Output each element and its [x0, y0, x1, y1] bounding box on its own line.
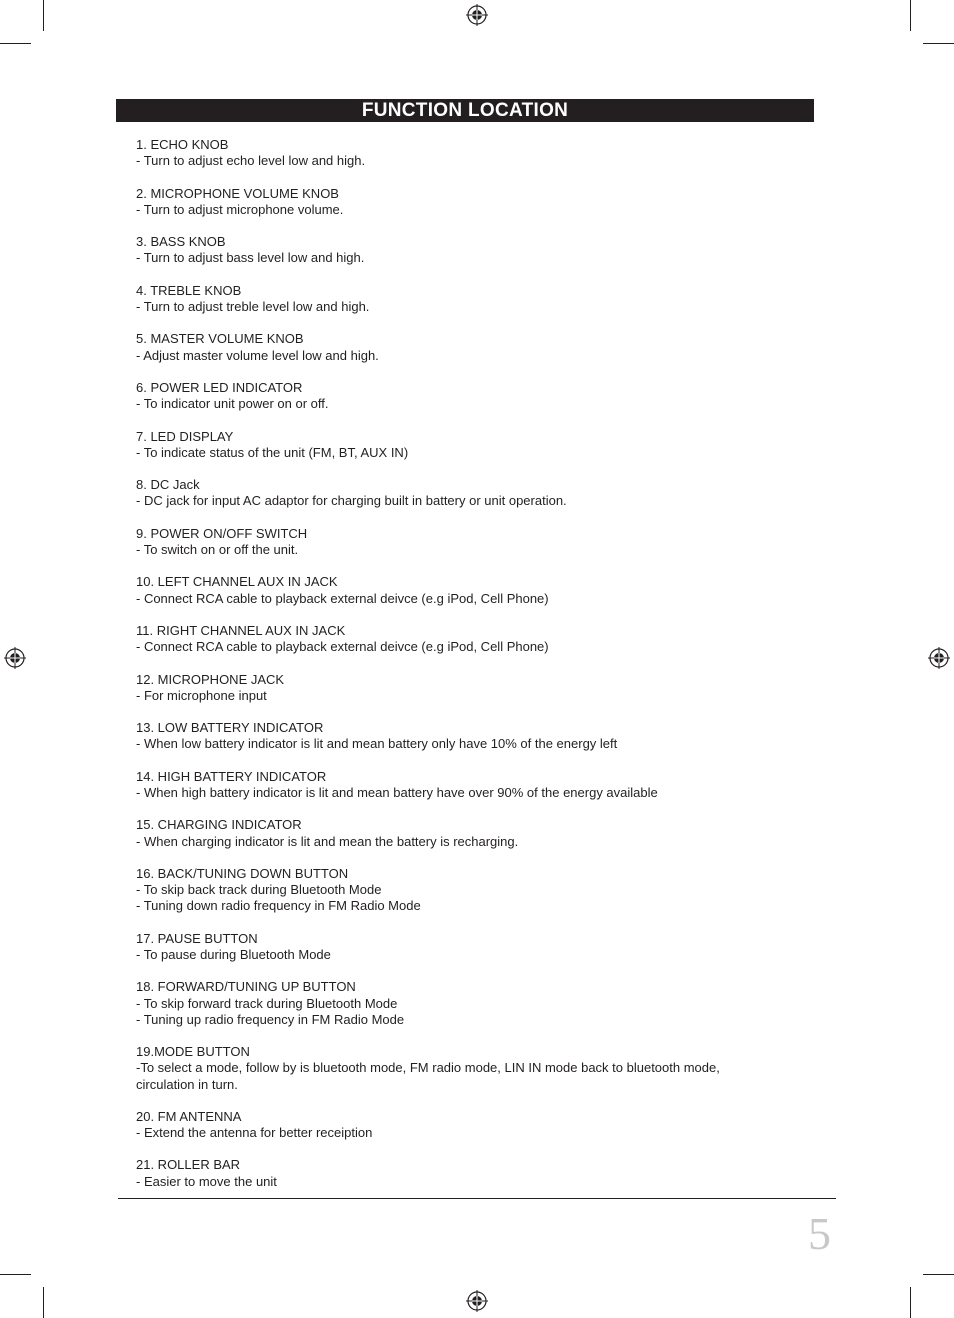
item-heading: 4. TREBLE KNOB: [136, 282, 242, 298]
item-description: - When high battery indicator is lit and mean battery have over 90% of the energy available: [136, 784, 658, 800]
item-heading: 16. BACK/TUNING DOWN BUTTON: [136, 865, 349, 881]
item-heading: 21. ROLLER BAR: [136, 1157, 241, 1173]
item-heading: 11. RIGHT CHANNEL AUX IN JACK: [136, 622, 346, 638]
item-description: - Turn to adjust echo level low and high.: [136, 153, 366, 169]
item-heading: 6. POWER LED INDICATOR: [136, 379, 303, 395]
item-description: - When low battery indicator is lit and mean battery only have 10% of the energy left: [136, 736, 618, 752]
list-item: [136, 429, 776, 461]
list-item: [136, 526, 776, 558]
crop-mark: [923, 1274, 954, 1275]
item-heading: 8. DC Jack: [136, 477, 200, 493]
list-item: [136, 623, 776, 655]
item-description: - When charging indicator is lit and mean the battery is recharging.: [136, 833, 519, 849]
list-item: [136, 331, 776, 363]
registration-mark-icon: [466, 1290, 488, 1312]
function-list: [136, 137, 776, 1206]
list-item: [136, 720, 776, 752]
item-description: - Turn to adjust treble level low and high.: [136, 298, 370, 314]
item-heading: 13. LOW BATTERY INDICATOR: [136, 720, 324, 736]
item-description: - To indicate status of the unit (FM, BT, AUX IN): [136, 444, 409, 460]
item-description: - Extend the antenna for better receiption: [136, 1125, 373, 1141]
crop-mark: [0, 43, 31, 44]
list-item: [136, 477, 776, 509]
list-item: [136, 817, 776, 849]
item-description: - Turn to adjust microphone volume.: [136, 201, 344, 217]
list-item: [136, 1157, 776, 1189]
item-description: -To select a mode, follow by is bluetooth mode, FM radio mode, LIN IN mode back to bluetooth mode,: [136, 1060, 720, 1076]
list-item: [136, 769, 776, 801]
list-item: [136, 574, 776, 606]
list-item: [136, 380, 776, 412]
item-heading: 9. POWER ON/OFF SWITCH: [136, 525, 308, 541]
item-heading: 19.MODE BUTTON: [136, 1044, 250, 1060]
crop-mark: [923, 43, 954, 44]
crop-mark: [910, 1287, 911, 1318]
item-heading: 17. PAUSE BUTTON: [136, 930, 258, 946]
item-description: - To pause during Bluetooth Mode: [136, 946, 331, 962]
crop-mark: [0, 1274, 31, 1275]
page-title: FUNCTION LOCATION: [116, 99, 814, 122]
list-item: [136, 137, 776, 169]
item-heading: 12. MICROPHONE JACK: [136, 671, 285, 687]
item-heading: 2. MICROPHONE VOLUME KNOB: [136, 185, 339, 201]
item-description: circulation in turn.: [136, 1076, 238, 1092]
item-description: - Tuning down radio frequency in FM Radio Mode: [136, 898, 421, 914]
item-description: - For microphone input: [136, 687, 267, 703]
list-item: [136, 234, 776, 266]
list-item: [136, 1109, 776, 1141]
item-description: - Tuning up radio frequency in FM Radio Mode: [136, 1011, 405, 1027]
crop-mark: [43, 0, 44, 31]
registration-mark-icon: [466, 4, 488, 26]
crop-mark: [43, 1287, 44, 1318]
registration-mark-icon: [4, 647, 26, 669]
item-description: - To switch on or off the unit.: [136, 541, 299, 557]
footer-divider: [118, 1198, 836, 1199]
registration-mark-icon: [928, 647, 950, 669]
crop-mark: [910, 0, 911, 31]
item-description: - Easier to move the unit: [136, 1173, 277, 1189]
item-heading: 10. LEFT CHANNEL AUX IN JACK: [136, 574, 338, 590]
list-item: [136, 283, 776, 315]
list-item: [136, 672, 776, 704]
list-item: [136, 1044, 776, 1093]
item-heading: 20. FM ANTENNA: [136, 1108, 242, 1124]
list-item: [136, 931, 776, 963]
item-description: - Adjust master volume level low and high.: [136, 347, 379, 363]
item-description: - Connect RCA cable to playback external deivce (e.g iPod, Cell Phone): [136, 590, 549, 606]
item-heading: 18. FORWARD/TUNING UP BUTTON: [136, 979, 356, 995]
item-heading: 15. CHARGING INDICATOR: [136, 817, 302, 833]
item-heading: 3. BASS KNOB: [136, 234, 226, 250]
page-number: 5: [808, 1208, 831, 1259]
list-item: [136, 866, 776, 915]
item-heading: 1. ECHO KNOB: [136, 137, 229, 152]
list-item: [136, 979, 776, 1028]
item-heading: 14. HIGH BATTERY INDICATOR: [136, 768, 327, 784]
item-heading: 5. MASTER VOLUME KNOB: [136, 331, 304, 347]
item-description: - DC jack for input AC adaptor for charging built in battery or unit operation.: [136, 493, 567, 509]
item-description: - To indicator unit power on or off.: [136, 396, 329, 412]
item-heading: 7. LED DISPLAY: [136, 428, 234, 444]
item-description: - Connect RCA cable to playback external deivce (e.g iPod, Cell Phone): [136, 639, 549, 655]
item-description: - To skip forward track during Bluetooth Mode: [136, 995, 398, 1011]
list-item: [136, 186, 776, 218]
item-description: - Turn to adjust bass level low and high.: [136, 250, 365, 266]
item-description: - To skip back track during Bluetooth Mode: [136, 882, 382, 898]
